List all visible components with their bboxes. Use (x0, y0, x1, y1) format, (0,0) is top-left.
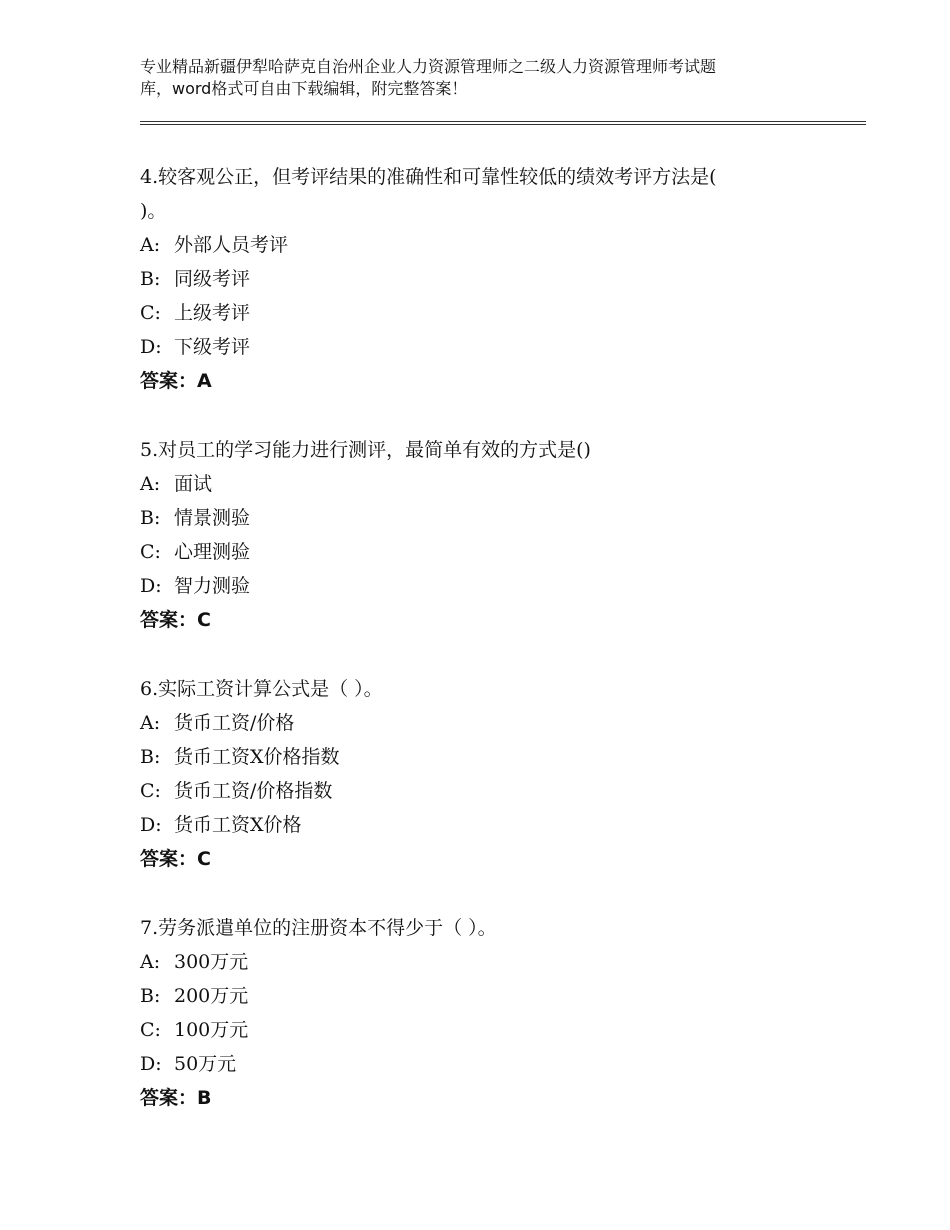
option-text: 面试 (174, 473, 213, 495)
option-letter: A: (140, 234, 161, 256)
option-letter: B: (140, 268, 161, 290)
option-text: 200万元 (174, 985, 249, 1007)
option-c (140, 296, 840, 330)
option-text: 300万元 (174, 951, 249, 973)
option-c (140, 535, 840, 569)
question-stem: 7.劳务派遣单位的注册资本不得少于（ ）。 (140, 917, 497, 939)
option-text: 智力测验 (174, 575, 251, 597)
option-b (140, 740, 840, 774)
option-letter: B: (140, 985, 161, 1007)
option-d (140, 569, 840, 603)
option-text: 上级考评 (174, 302, 251, 324)
option-letter: B: (140, 746, 161, 768)
option-a (140, 706, 840, 740)
answer-line: 答案：B (140, 1087, 212, 1109)
option-text: 货币工资X价格指数 (174, 746, 340, 768)
document-header (140, 56, 840, 100)
question-stem-continued: )。 (140, 200, 167, 222)
option-text: 同级考评 (174, 268, 251, 290)
option-letter: C: (140, 1019, 161, 1041)
option-text: 心理测验 (174, 541, 251, 563)
question-stem: 4.较客观公正，但考评结果的准确性和可靠性较低的绩效考评方法是( (140, 166, 717, 188)
option-letter: D: (140, 1053, 162, 1075)
option-a (140, 467, 840, 501)
header-divider-bottom (140, 124, 866, 125)
option-text: 货币工资/价格 (174, 712, 295, 734)
option-b (140, 262, 840, 296)
header-divider-top (140, 121, 866, 122)
option-text: 情景测验 (174, 507, 251, 529)
option-letter: C: (140, 780, 161, 802)
answer-line: 答案：C (140, 609, 211, 631)
option-letter: C: (140, 541, 161, 563)
option-letter: A: (140, 473, 161, 495)
option-a (140, 945, 840, 979)
option-text: 货币工资/价格指数 (174, 780, 333, 802)
option-text: 下级考评 (174, 336, 251, 358)
option-letter: C: (140, 302, 161, 324)
option-letter: A: (140, 712, 161, 734)
option-d (140, 1047, 840, 1081)
option-c (140, 774, 840, 808)
question-6 (140, 672, 840, 876)
question-7 (140, 911, 840, 1115)
option-b (140, 979, 840, 1013)
option-text: 外部人员考评 (174, 234, 289, 256)
header-line-1: 专业精品新疆伊犁哈萨克自治州企业人力资源管理师之二级人力资源管理师考试题 (140, 57, 717, 76)
question-5 (140, 433, 840, 637)
option-d (140, 330, 840, 364)
answer-line: 答案：C (140, 848, 211, 870)
option-d (140, 808, 840, 842)
option-letter: A: (140, 951, 161, 973)
header-line-2: 库，word格式可自由下载编辑，附完整答案！ (140, 79, 468, 98)
option-text: 100万元 (174, 1019, 249, 1041)
option-letter: B: (140, 507, 161, 529)
question-4 (140, 160, 840, 398)
option-letter: D: (140, 814, 162, 836)
option-a (140, 228, 840, 262)
option-c (140, 1013, 840, 1047)
option-text: 50万元 (174, 1053, 237, 1075)
option-letter: D: (140, 575, 162, 597)
option-letter: D: (140, 336, 162, 358)
option-text: 货币工资X价格 (174, 814, 302, 836)
question-stem: 6.实际工资计算公式是（ ）。 (140, 678, 383, 700)
question-stem: 5.对员工的学习能力进行测评，最简单有效的方式是() (140, 439, 591, 461)
option-b (140, 501, 840, 535)
answer-line: 答案：A (140, 370, 212, 392)
